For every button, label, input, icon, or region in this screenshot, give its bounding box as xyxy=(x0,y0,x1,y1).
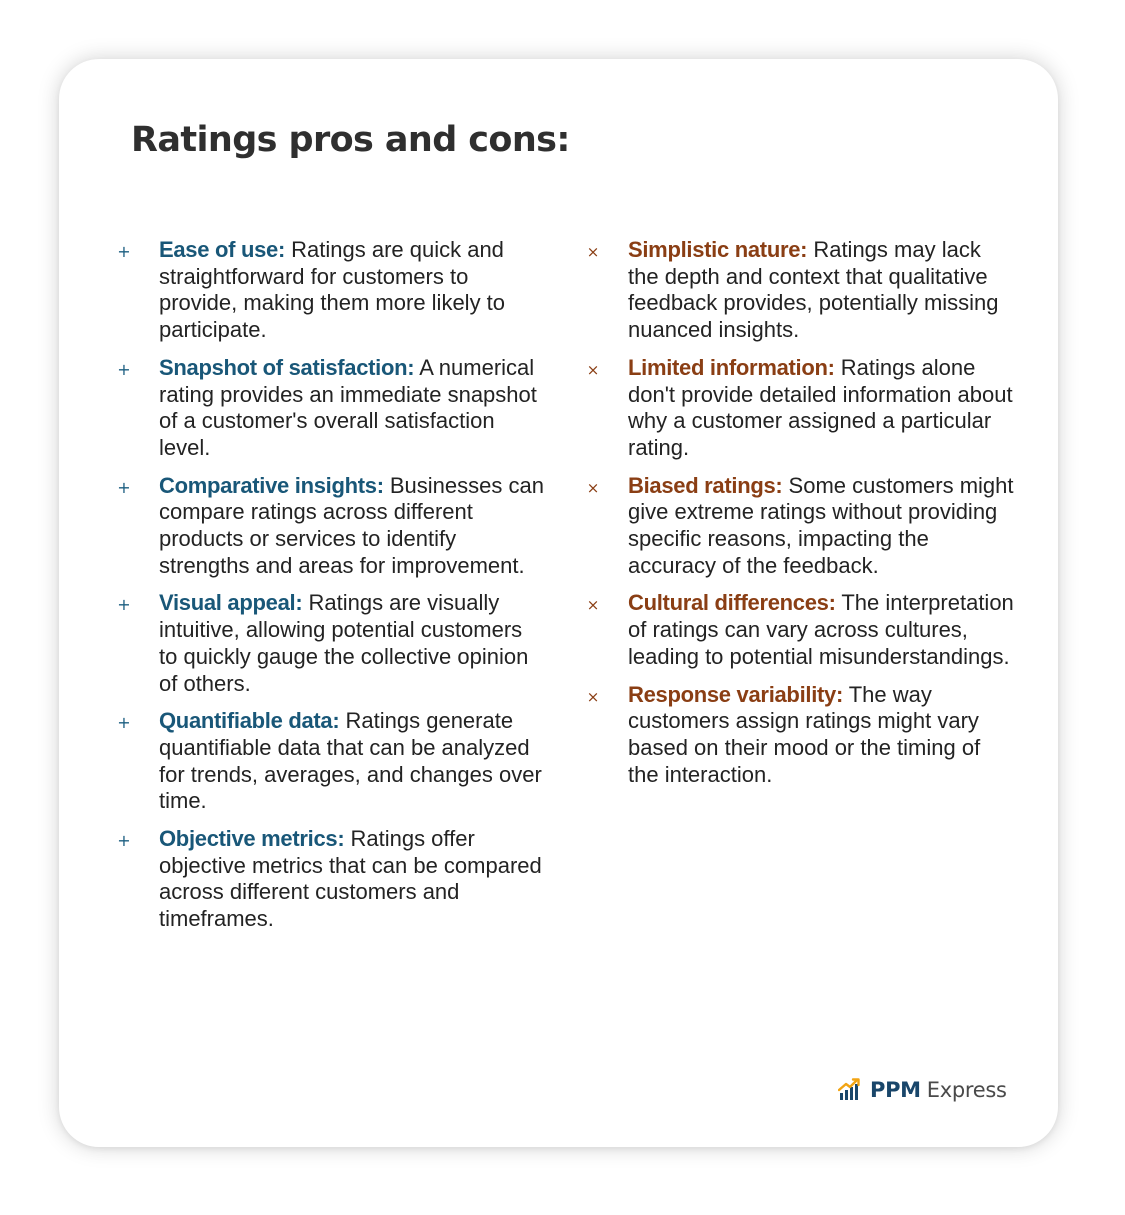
cons-item xyxy=(585,473,1015,580)
cons-item xyxy=(585,237,1015,344)
plus-icon: + xyxy=(117,359,131,379)
cons-item-text: The way customers assign ratings might vary based on their mood or the timing of the interaction. xyxy=(628,681,981,787)
brand-logo xyxy=(838,1075,1007,1105)
pros-item xyxy=(116,473,546,580)
cons-item-term: Response variability: xyxy=(628,681,844,707)
pros-item-text: Ratings are visually intuitive, allowing potential customers to quickly gauge the collective opinion of others. xyxy=(159,590,529,696)
cons-item xyxy=(585,682,1015,789)
cons-item-text: The interpretation of ratings can vary across cultures, leading to potential misunderstandings. xyxy=(628,590,1014,669)
pros-item xyxy=(116,826,546,933)
pros-item xyxy=(116,590,546,697)
cons-item xyxy=(585,355,1015,462)
pros-item-text: A numerical rating provides an immediate snapshot of a customer's overall satisfaction level. xyxy=(159,354,537,460)
pros-item-term: Visual appeal: xyxy=(159,590,303,616)
cons-item-term: Biased ratings: xyxy=(628,472,783,498)
plus-icon: + xyxy=(117,713,131,733)
pros-item-text: Ratings offer objective metrics that can be compared across different customers and timeframes. xyxy=(159,826,542,932)
cross-icon: × xyxy=(586,596,600,615)
cons-item-term: Limited information: xyxy=(628,354,835,380)
pros-item-text: Ratings generate quantifiable data that can be analyzed for trends, averages, and changes over time. xyxy=(159,708,542,814)
page-title: Ratings pros and cons: xyxy=(131,120,570,160)
brand-name-light: Express xyxy=(926,1078,1007,1102)
pros-item-text: Businesses can compare ratings across different products or services to identify strengths and areas for improvement. xyxy=(159,472,544,578)
pros-list xyxy=(116,237,546,944)
pros-item-term: Snapshot of satisfaction: xyxy=(159,354,415,380)
cross-icon: × xyxy=(586,687,600,706)
pros-item-term: Objective metrics: xyxy=(159,826,345,852)
cons-item-text: Ratings may lack the depth and context that qualitative feedback provides, potentially missing nuanced insights. xyxy=(628,237,999,343)
pros-item xyxy=(116,237,546,344)
pros-item xyxy=(116,355,546,462)
plus-icon: + xyxy=(117,477,131,497)
brand-name-bold: PPM xyxy=(870,1078,921,1102)
pros-item-term: Quantifiable data: xyxy=(159,708,340,734)
cross-icon: × xyxy=(586,243,600,261)
plus-icon: + xyxy=(117,242,131,261)
pros-item xyxy=(116,708,546,815)
cons-item-term: Cultural differences: xyxy=(628,590,836,616)
plus-icon: + xyxy=(117,831,131,851)
cons-list xyxy=(585,237,1015,799)
cons-item-term: Simplistic nature: xyxy=(628,237,808,262)
pros-item-term: Ease of use: xyxy=(159,237,286,262)
cons-item-text: Ratings alone don't provide detailed information about why a customer assigned a particular rating. xyxy=(628,354,1013,460)
cons-item-text: Some customers might give extreme ratings without providing specific reasons, impacting the accuracy of the feedback. xyxy=(628,472,1014,578)
pros-item-text: Ratings are quick and straightforward for customers to provide, making them more likely to participate. xyxy=(159,237,506,343)
plus-icon: + xyxy=(117,595,131,615)
cross-icon: × xyxy=(586,478,600,497)
cross-icon: × xyxy=(586,360,600,379)
pros-item-term: Comparative insights: xyxy=(159,472,384,498)
bar-chart-arrow-icon xyxy=(838,1078,862,1102)
cons-item xyxy=(585,590,1015,670)
